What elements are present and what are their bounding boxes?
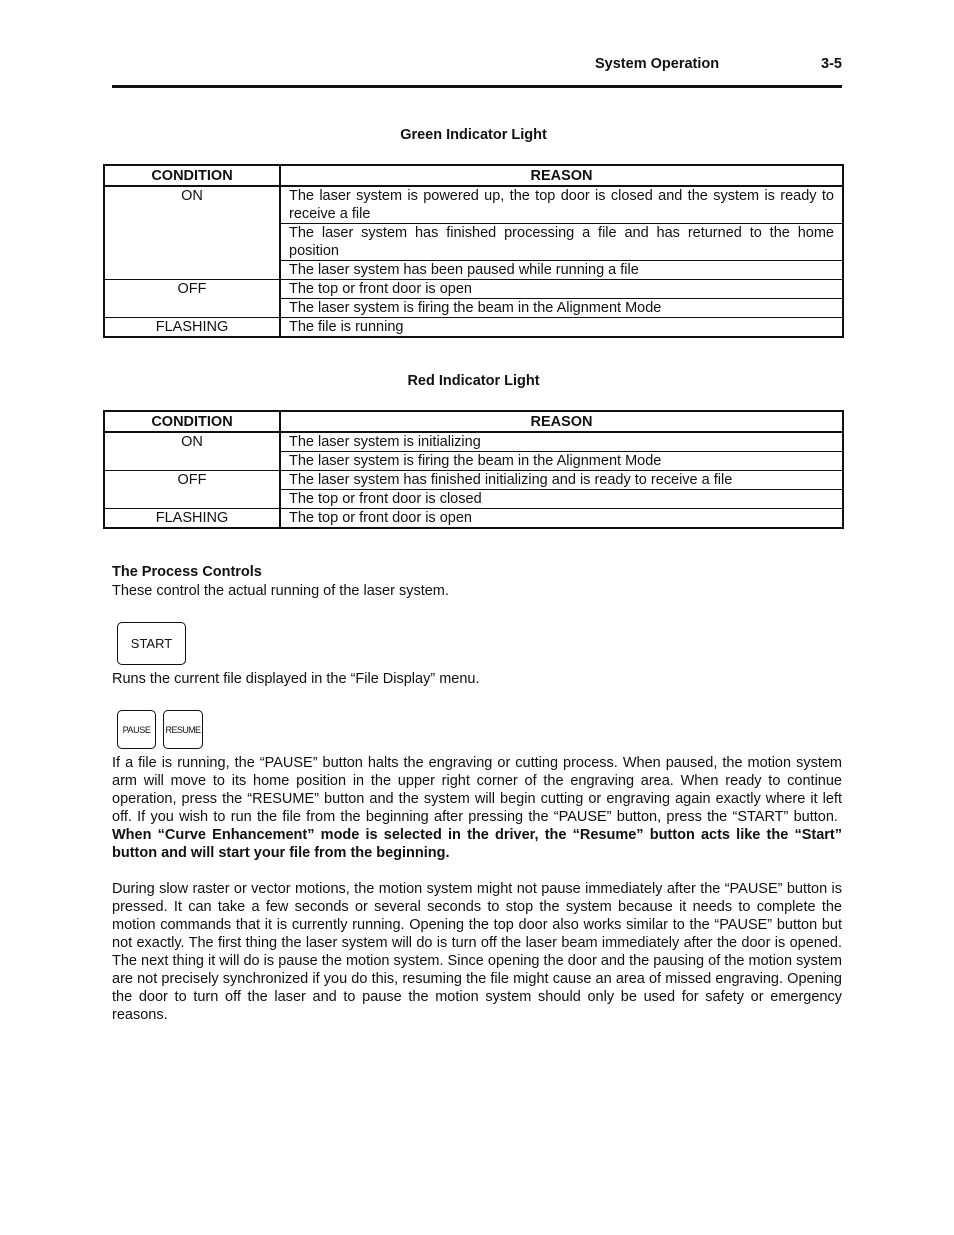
pause-description [112,754,842,862]
table-row [104,509,843,529]
condition-cell: OFF [104,280,280,318]
condition-cell: FLASHING [104,318,280,338]
page-header [112,56,842,76]
condition-header: CONDITION [104,165,280,186]
green-table-title: Green Indicator Light [400,127,547,143]
reason-cell: The laser system is firing the beam in the Alignment Mode [280,452,843,471]
table-header-row [104,165,843,186]
start-description: Runs the current file displayed in the “File Display” menu. [112,671,480,687]
slow-motion-paragraph: During slow raster or vector motions, the motion system might not pause immediately after the “PAUSE” button is pressed. It can take a few seconds or several seconds to stop the system because it needs to complete the motion commands that it is currently running. Opening the top door also works similar to the “PAUSE” button but not exactly. The first thing the laser system will do is turn off the laser beam immediately after the door is opened. The next thing it will do is pause the motion system. Since opening the door and the pausing of the motion system are not precisely synchronized if you do this, resuming the file might cause an area of missed engraving. Opening the door to turn off the laser and to pause the motion system should only be used for safety or emergency reasons. [112,881,842,1023]
resume-key-label: RESUME [165,724,201,735]
table-row [104,432,843,452]
reason-cell: The laser system is powered up, the top door is closed and the system is ready to receive a file [280,186,843,224]
reason-cell: The laser system is firing the beam in the Alignment Mode [280,299,843,318]
page-number: 3-5 [821,56,842,72]
resume-key-icon [163,710,203,749]
condition-cell: ON [104,432,280,471]
process-controls-intro: These control the actual running of the laser system. [112,583,449,599]
reason-header: REASON [280,165,843,186]
curve-enhancement-note: When “Curve Enhancement” mode is selected in the driver, the “Resume” button acts like the “Start” button and will start your file from the beginning. [112,827,842,861]
table-row [104,186,843,224]
start-key-label: START [130,636,173,651]
section-title: System Operation [595,56,720,72]
condition-header: CONDITION [104,411,280,432]
green-indicator-table [103,164,844,338]
reason-cell: The top or front door is open [280,280,843,299]
table-row [104,280,843,299]
pause-key-icon [117,710,156,749]
table-header-row [104,411,843,432]
condition-cell: FLASHING [104,509,280,529]
reason-cell: The top or front door is closed [280,490,843,509]
pause-description-text: If a file is running, the “PAUSE” button halts the engraving or cutting process. When paused, the motion system arm will move to its home position in the upper right corner of the engraving area. When ready to continue operation, press the “RESUME” button and the system will begin cutting or engraving again exactly where it left off. If you wish to run the file from the beginning after pressing the “PAUSE” button, press the “START” button. [112,755,842,825]
header-rule [112,85,842,88]
reason-cell: The laser system has finished initializing and is ready to receive a file [280,471,843,490]
table-row [104,471,843,490]
reason-cell: The file is running [280,318,843,338]
red-table-title: Red Indicator Light [407,373,540,389]
reason-cell: The laser system has been paused while running a file [280,261,843,280]
condition-cell: OFF [104,471,280,509]
pause-key-label: PAUSE [122,724,151,735]
reason-cell: The laser system is initializing [280,432,843,452]
process-controls-heading: The Process Controls [112,564,262,580]
condition-cell: ON [104,186,280,280]
reason-header: REASON [280,411,843,432]
reason-cell: The laser system has finished processing a file and has returned to the home position [280,224,843,261]
table-row [104,318,843,338]
start-key-icon [117,622,186,665]
reason-cell: The top or front door is open [280,509,843,529]
red-indicator-table [103,410,844,529]
